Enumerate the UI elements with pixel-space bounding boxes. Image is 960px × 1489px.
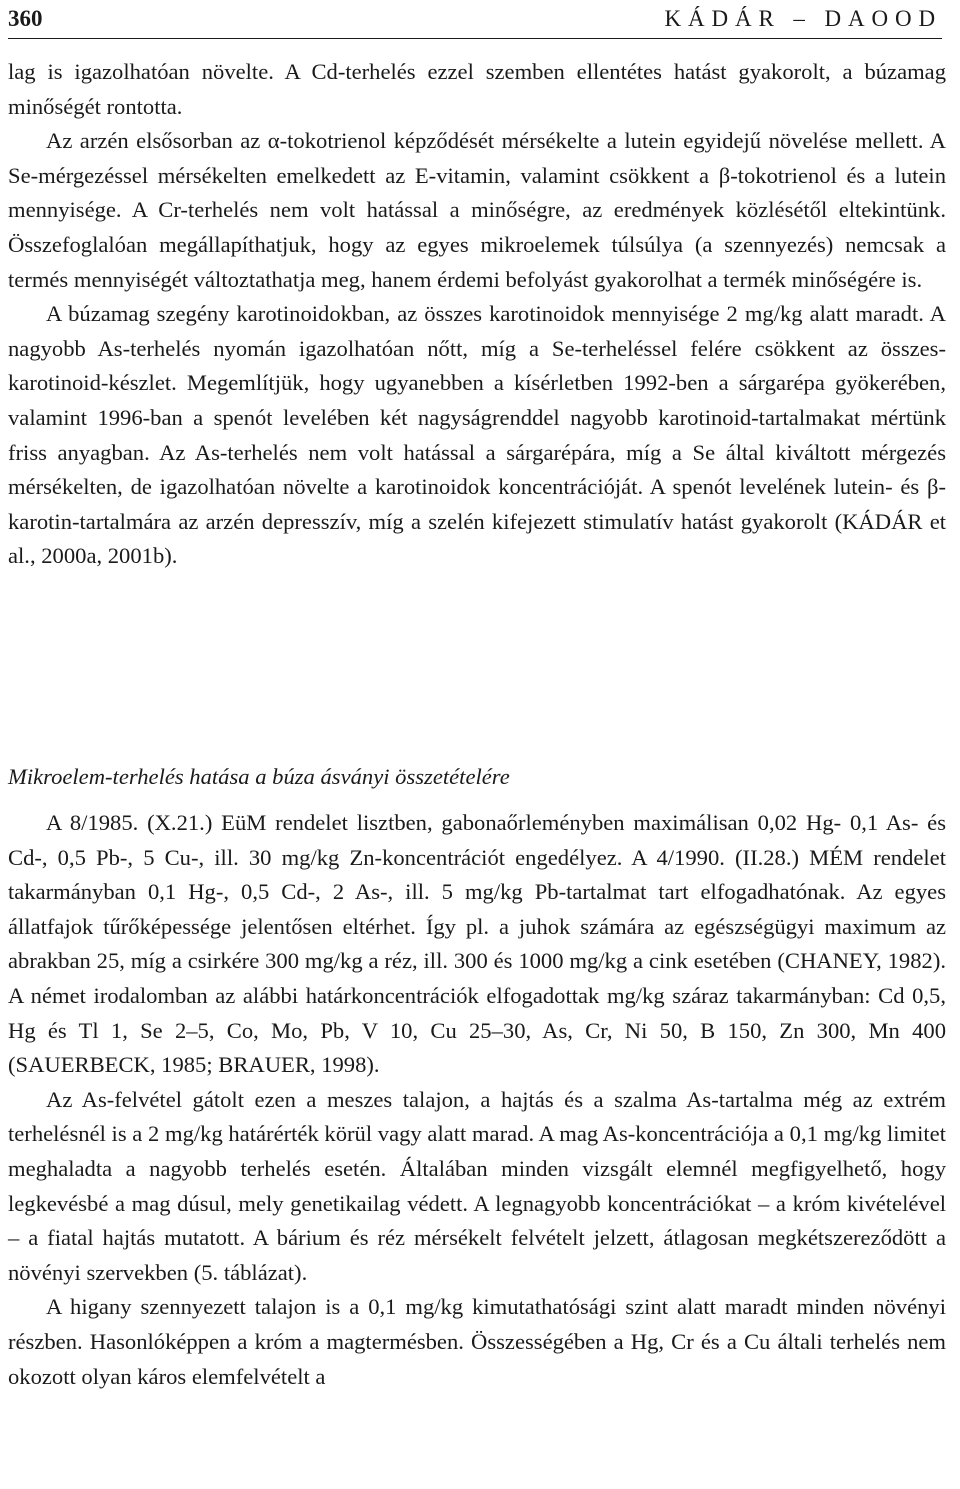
body-text-top	[8, 55, 946, 574]
page-header	[8, 4, 942, 39]
page-number: 360	[8, 6, 43, 31]
body-text-bottom	[8, 806, 946, 1394]
section-heading: Mikroelem-terhelés hatása a búza ásványi összetételére	[8, 764, 510, 789]
paragraph: Az arzén elsősorban az α-tokotrienol képződését mérsékelte a lutein egyidejű növelése mellett. A Se-mérgezéssel mérsékelten emelkedett az E-vitamin, valamint csökkent a β-tokotrienol és a lutein mennyisége. A Cr-terhelés nem volt hatással a minőségre, az eredmények közlésétől eltekintünk. Összefoglalóan megállapíthatjuk, hogy az egyes mikroelemek túlsúlya (a szennyezés) nemcsak a termés mennyiségét változtathatja meg, hanem érdemi befolyást gyakorolhat a termék minőségére is.	[8, 128, 946, 292]
running-head: KÁDÁR – DAOOD	[664, 6, 942, 31]
paragraph: A 8/1985. (X.21.) EüM rendelet lisztben, gabonaőrleményben maximálisan 0,02 Hg- 0,1 As- és Cd-, 0,5 Pb-, 5 Cu-, ill. 30 mg/kg Zn-koncentrációt engedélyez. A 4/1990. (II.28.) MÉM rendelet takarmányban 0,1 Hg-, 0,5 Cd-, 2 As-, ill. 5 mg/kg Pb-tartalmat tart elfogadhatónak. Az egyes állatfajok tűrőképessége jelentősen eltérhet. Így pl. a juhok számára az egészségügyi maximum az abrakban 25, míg a csirkére 300 mg/kg a réz, ill. 300 és 1000 mg/kg a cink esetében (CHANEY, 1982). A német irodalomban az alábbi határkoncentrációk elfogadottak mg/kg száraz takarmányban: Cd 0,5, Hg és Tl 1, Se 2–5, Co, Mo, Pb, V 10, Cu 25–30, As, Cr, Ni 50, B 150, Zn 300, Mn 400 (SAUERBECK, 1985; BRAUER, 1998).	[8, 810, 946, 1078]
paragraph: A búzamag szegény karotinoidokban, az összes karotinoidok mennyisége 2 mg/kg alatt maradt. A nagyobb As-terhelés nyomán igazolhatóan nőtt, míg a Se-terheléssel felére csökkent az összes-karotinoid-készlet. Megemlítjük, hogy ugyanebben a kísérletben 1992-ben a sárgarépa gyökerében, valamint 1996-ban a spenót levelében két nagyságrenddel nagyobb karotinoid-tartalmakat mértünk friss anyagban. Az As-terhelés nem volt hatással a sárgarépára, míg a Se által kiváltott mérgezés mérsékelten, de igazolhatóan növelte a karotinoidok koncentrációját. A spenót levelének lutein- és β-karotin-tartalmára az arzén depresszív, míg a szelén kifejezett stimulatív hatást gyakorolt (KÁDÁR et al., 2000a, 2001b).	[8, 301, 946, 569]
paragraph: A higany szennyezett talajon is a 0,1 mg/kg kimutathatósági szint alatt maradt minden növényi részben. Hasonlóképpen a króm a magtermésben. Összességében a Hg, Cr és a Cu általi terhelés nem okozott olyan káros elemfelvételt a	[8, 1294, 946, 1389]
paragraph: lag is igazolhatóan növelte. A Cd-terhelés ezzel szemben ellentétes hatást gyakorolt, a búzamag minőségét rontotta.	[8, 59, 946, 119]
paragraph: Az As-felvétel gátolt ezen a meszes talajon, a hajtás és a szalma As-tartalma még az extrém terhelésnél is a 2 mg/kg határérték körül vagy alatt marad. A mag As-koncentrációja a 0,1 mg/kg limitet meghaladta a nagyobb terhelés esetén. Általában minden vizsgált elemnél megfigyelhető, hogy legkevésbé a mag dúsul, mely genetikailag védett. A legnagyobb koncentrációkat – a króm kivételével – a fiatal hajtás mutatott. A bárium és réz mérsékelt felvételt jelzett, átlagosan megkétszereződött a növényi szervekben (5. táblázat).	[8, 1086, 946, 1285]
